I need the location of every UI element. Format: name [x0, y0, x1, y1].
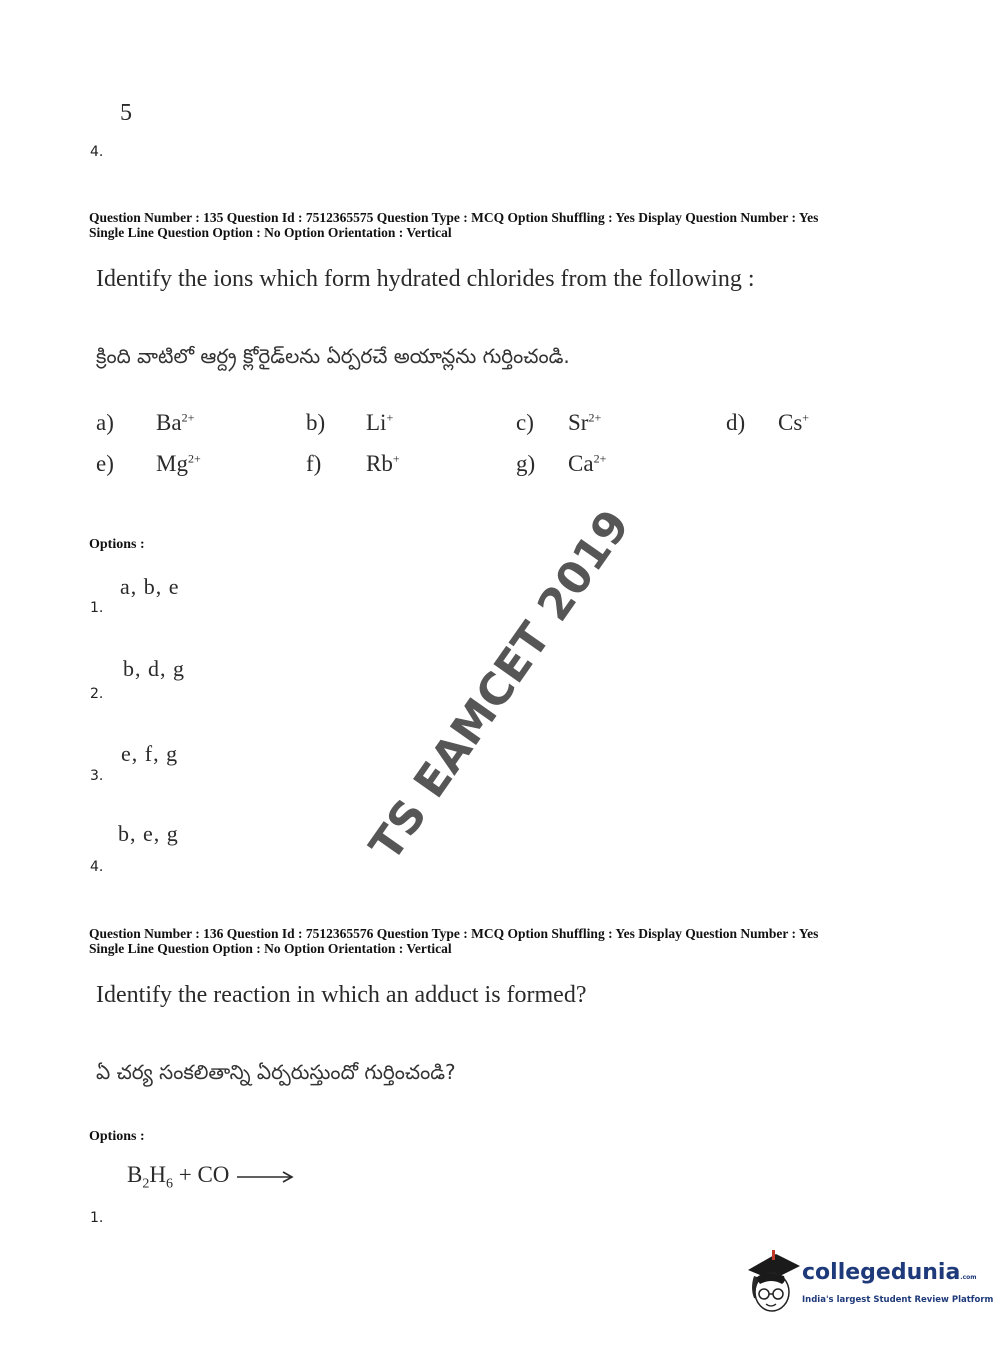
- ion-item: [516, 410, 601, 436]
- ion-charge: +: [802, 410, 810, 425]
- ion-symbol: Rb: [366, 451, 393, 476]
- question-meta: [89, 210, 818, 240]
- equation-part: H: [149, 1162, 166, 1187]
- ion-symbol: Ba: [156, 410, 182, 435]
- option-number: 1.: [90, 600, 104, 616]
- question-text-telugu: క్రింది వాటిలో ఆర్ద్ర క్లోరైడ్‌లను ఏర్పరచే అయాన్లను గుర్తించండి.: [96, 344, 570, 368]
- ion-charge: +: [392, 451, 400, 466]
- question-text-english: Identify the reaction in which an adduct is formed?: [96, 982, 587, 1008]
- question-meta-line: Single Line Question Option : No Option Orientation : Vertical: [89, 941, 452, 956]
- mascot-icon: [742, 1248, 802, 1318]
- ion-item: [96, 410, 194, 436]
- ion-item: [726, 410, 809, 436]
- reaction-equation[interactable]: [127, 1162, 295, 1192]
- options-label: Options :: [89, 537, 145, 552]
- equation-part: B: [127, 1162, 143, 1187]
- question-meta-line: Question Number : 135 Question Id : 7512365575 Question Type : MCQ Option Shuffling : Yes Display Question Number : Yes: [89, 210, 819, 225]
- ion-charge: 2+: [588, 410, 602, 425]
- ion-symbol: Sr: [568, 410, 589, 435]
- ion-charge: +: [386, 410, 394, 425]
- ion-item: [96, 451, 201, 477]
- ion-item: [516, 451, 606, 477]
- ion-letter: e): [96, 451, 114, 476]
- prev-option-value: 5: [120, 100, 132, 126]
- reaction-arrow-icon: [237, 1171, 295, 1183]
- ion-letter: a): [96, 410, 114, 435]
- options-label: Options :: [89, 1129, 145, 1144]
- option-value[interactable]: b, e, g: [118, 821, 179, 846]
- prev-option-number: 4.: [90, 144, 104, 160]
- ion-letter: d): [726, 410, 746, 435]
- question-meta-line: Single Line Question Option : No Option Orientation : Vertical: [89, 225, 452, 240]
- ion-symbol: Li: [366, 410, 387, 435]
- option-number: 2.: [90, 686, 104, 702]
- question-text-telugu: ఏ చర్య సంకలితాన్ని ఏర్పరుస్తుందో గుర్తించండి?: [96, 1060, 456, 1084]
- option-value[interactable]: b, d, g: [123, 656, 185, 681]
- ion-letter: g): [516, 451, 536, 476]
- logo-wordmark: [802, 1260, 977, 1285]
- equation-subscript: 2: [142, 1176, 150, 1192]
- ion-letter: c): [516, 410, 534, 435]
- logo-name: collegedunia: [802, 1260, 961, 1285]
- collegedunia-logo[interactable]: [742, 1248, 994, 1318]
- equation-subscript: 6: [165, 1176, 173, 1192]
- question-text-english: Identify the ions which form hydrated chlorides from the following :: [96, 266, 755, 292]
- ion-row: [96, 410, 896, 440]
- ion-row: [96, 451, 896, 481]
- logo-tagline: India's largest Student Review Platform: [802, 1295, 994, 1305]
- option-value[interactable]: a, b, e: [120, 574, 180, 599]
- question-meta-line: Question Number : 136 Question Id : 7512365576 Question Type : MCQ Option Shuffling : Yes Display Question Number : Yes: [89, 926, 819, 941]
- option-number: 4.: [90, 859, 104, 875]
- ion-symbol: Cs: [778, 410, 803, 435]
- ion-symbol: Ca: [568, 451, 594, 476]
- ion-charge: 2+: [181, 410, 195, 425]
- ion-charge: 2+: [187, 451, 201, 466]
- watermark: TS EAMCET 2019: [360, 500, 640, 871]
- ion-symbol: Mg: [156, 451, 188, 476]
- option-number: 1.: [90, 1210, 104, 1226]
- ion-item: [306, 451, 400, 477]
- logo-suffix: .com: [960, 1274, 977, 1281]
- ion-charge: 2+: [593, 451, 607, 466]
- ion-letter: f): [306, 451, 322, 476]
- ion-letter: b): [306, 410, 326, 435]
- option-number: 3.: [90, 768, 104, 784]
- option-value[interactable]: e, f, g: [121, 741, 179, 766]
- ion-item: [306, 410, 393, 436]
- question-meta: [89, 926, 818, 956]
- equation-part: + CO: [172, 1162, 230, 1187]
